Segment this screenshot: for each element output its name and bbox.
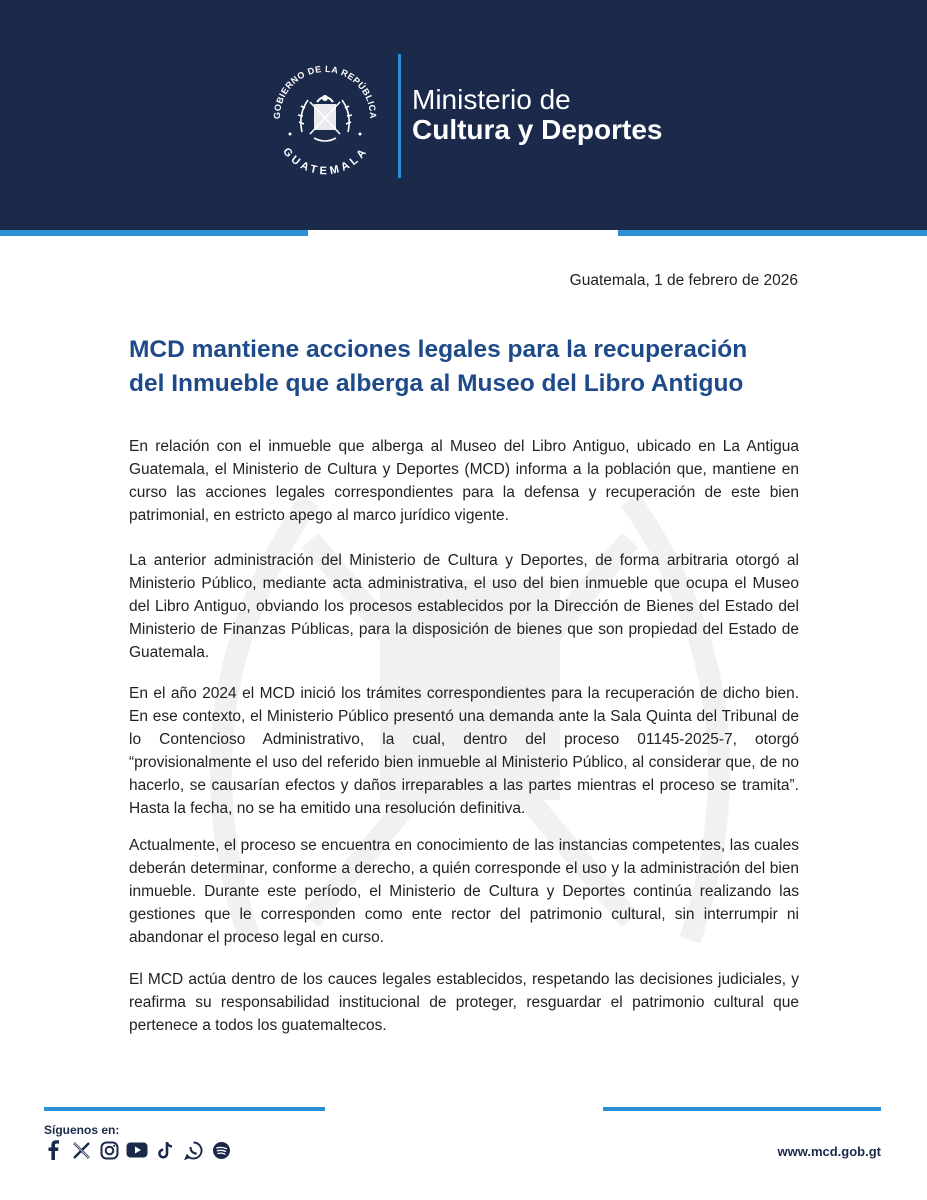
svg-text:GUATEMALA	[280, 146, 370, 178]
title-line-2: del Inmueble que alberga al Museo del Libro Antiguo	[129, 370, 744, 397]
header-accent-right	[618, 230, 927, 236]
spotify-icon[interactable]	[210, 1139, 232, 1161]
paragraph-2: La anterior administración del Ministerio de Cultura y Deportes, de forma arbitraria otorgó al Ministerio Público, mediante acta administrativa, el uso del bien inmueble que ocupa el Museo del Libro Antiguo, obviando los procesos establecidos por la Dirección de Bienes del Estado del Ministerio de Finanzas Públicas, para la disposición de bienes que son propiedad del Estado de Guatemala.	[129, 552, 799, 661]
x-icon[interactable]	[70, 1139, 92, 1161]
seal-text-bottom: GUATEMALA	[280, 145, 370, 178]
document-date: Guatemala, 1 de febrero de 2026	[569, 272, 798, 289]
paragraph-1: En relación con el inmueble que alberga al Museo del Libro Antiguo, ubicado en La Antigua Guatemala, el Ministerio de Cultura y Deportes (MCD) informa a la población que, mantiene en curso las acciones legales correspondientes para la defensa y recuperación de este bien patrimonial, en estricto apego al marco jurídico vigente.	[129, 438, 799, 524]
header-accent-left	[0, 230, 308, 236]
instagram-icon[interactable]	[98, 1139, 120, 1161]
title-line-1: MCD mantiene acciones legales para la recuperación	[129, 336, 748, 363]
paragraph-5: El MCD actúa dentro de los cauces legales establecidos, respetando las decisiones judiciales, y reafirma su responsabilidad institucional de proteger, resguardar el patrimonio cultural que pertenece a todos los guatemaltecos.	[129, 971, 799, 1034]
whatsapp-icon[interactable]	[182, 1139, 204, 1161]
paragraph-4: Actualmente, el proceso se encuentra en conocimiento de las instancias competentes, las cuales deberán determinar, conforme a derecho, a quién corresponde el uso y la administración del bien inmueble. Durante este período, el Ministerio de Cultura y Deportes continúa realizando las gestiones que le corresponden como ente rector del patrimonio cultural, sin interrumpir ni abandonar el proceso legal en curso.	[129, 837, 799, 946]
footer-line-left	[44, 1107, 325, 1111]
document-title	[129, 333, 809, 401]
header-divider	[398, 54, 401, 178]
guatemala-coat-of-arms-seal	[262, 54, 388, 180]
website-link[interactable]: www.mcd.gob.gt	[777, 1144, 881, 1159]
youtube-icon[interactable]	[126, 1139, 148, 1161]
header-banner	[0, 0, 927, 230]
follow-us-label: Síguenos en:	[44, 1123, 120, 1137]
footer-line-right	[603, 1107, 881, 1111]
ministry-name-line1: Ministerio de	[412, 84, 571, 115]
paragraph-3: En el año 2024 el MCD inició los trámites correspondientes para la recuperación de dicho bien. En ese contexto, el Ministerio Público presentó una demanda ante la Sala Quinta del Tribunal de lo Contencioso Administrativo, la cual, dentro del proceso 01145-2025-7, otorgó “provisionalmente el uso del referido bien inmueble al Ministerio Público, al considerar que, de no hacerlo, se causarían efectos y daños irreparables a las partes mientras el proceso se tramita”. Hasta la fecha, no se ha emitido una resolución definitiva.	[129, 685, 799, 817]
seal-text-top: GOBIERNO DE LA REPÚBLICA	[271, 63, 379, 120]
tiktok-icon[interactable]	[154, 1139, 176, 1161]
facebook-icon[interactable]	[42, 1139, 64, 1161]
social-icons	[42, 1138, 232, 1162]
ministry-name-line2: Cultura y Deportes	[412, 114, 663, 145]
